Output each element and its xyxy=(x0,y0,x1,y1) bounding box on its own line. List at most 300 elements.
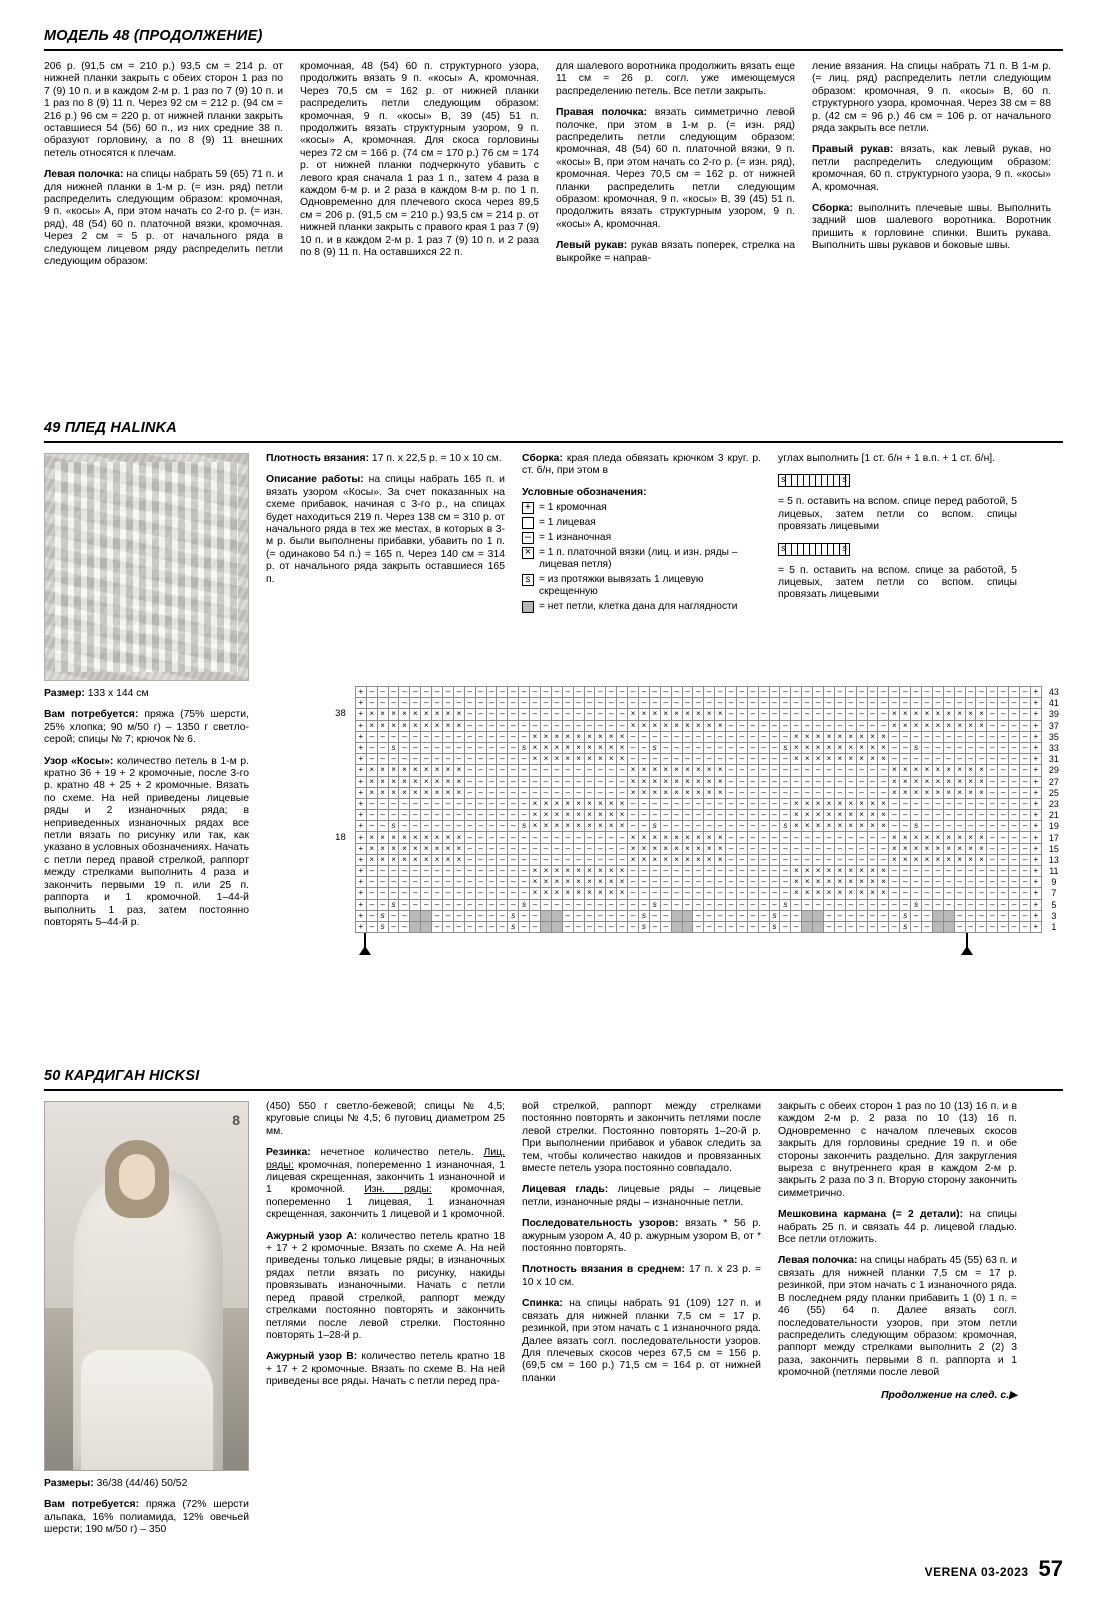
chart-cell: × xyxy=(638,832,649,843)
chart-cell: – xyxy=(824,899,835,910)
chart-cell: × xyxy=(922,843,933,854)
chart-row xyxy=(330,731,1063,742)
chart-cell: – xyxy=(682,698,693,709)
chart-cell: – xyxy=(878,709,889,720)
chart-cell: × xyxy=(617,877,628,888)
legend-symbol-make-one-icon xyxy=(522,574,534,586)
chart-cell: × xyxy=(595,798,606,809)
chart-cell: – xyxy=(1020,765,1031,776)
chart-cell: – xyxy=(791,698,802,709)
chart-cell: × xyxy=(562,888,573,899)
chart-cell: – xyxy=(399,754,410,765)
chart-cell: – xyxy=(475,776,486,787)
chart-cell: × xyxy=(889,832,900,843)
chart-cell: – xyxy=(922,687,933,698)
chart-cell: × xyxy=(606,798,617,809)
chart-cell: – xyxy=(834,709,845,720)
chart-cell: – xyxy=(388,698,399,709)
chart-cell: + xyxy=(355,854,366,865)
chart-cell: – xyxy=(671,754,682,765)
chart-cell: – xyxy=(769,709,780,720)
chart-cell: – xyxy=(421,742,432,753)
chart-cell: × xyxy=(551,754,562,765)
chart-cell: – xyxy=(606,832,617,843)
chart-cell: – xyxy=(715,731,726,742)
chart-cell: – xyxy=(965,899,976,910)
chart-cell: – xyxy=(606,720,617,731)
chart-cell: × xyxy=(867,888,878,899)
chart-cell: × xyxy=(791,798,802,809)
chart-cell: – xyxy=(464,698,475,709)
chart-cell: – xyxy=(671,742,682,753)
chart-cell: × xyxy=(366,776,377,787)
chart-cell: – xyxy=(1020,742,1031,753)
chart-cell: × xyxy=(813,810,824,821)
chart-cell: – xyxy=(736,854,747,865)
chart-cell: – xyxy=(595,843,606,854)
legend-symbol-garter-icon xyxy=(522,547,534,559)
chart-cell: – xyxy=(595,910,606,921)
chart-cell: × xyxy=(617,866,628,877)
chart-cell: – xyxy=(1009,709,1020,720)
chart-cell: × xyxy=(540,742,551,753)
chart-cell: – xyxy=(421,698,432,709)
chart-cell: + xyxy=(355,765,366,776)
chart-cell: × xyxy=(802,877,813,888)
chart-cell: – xyxy=(693,821,704,832)
chart-cell: + xyxy=(355,709,366,720)
chart-cell: – xyxy=(486,854,497,865)
chart-cell: – xyxy=(715,754,726,765)
chart-cell: – xyxy=(486,687,497,698)
chart-cell: – xyxy=(443,910,454,921)
chart-cell: – xyxy=(366,731,377,742)
chart-cell: × xyxy=(856,810,867,821)
chart-cell: – xyxy=(682,866,693,877)
chart-cell: – xyxy=(987,787,998,798)
chart-cell: × xyxy=(704,776,715,787)
chart-cell: × xyxy=(551,821,562,832)
chart-cell: × xyxy=(421,709,432,720)
chart-cell: – xyxy=(998,787,1009,798)
chart-cell: × xyxy=(878,821,889,832)
chart-cell: × xyxy=(399,832,410,843)
chart-cell: – xyxy=(867,698,878,709)
chart-cell: × xyxy=(595,742,606,753)
chart-cell: – xyxy=(791,910,802,921)
chart-cell: – xyxy=(736,798,747,809)
chart-cell: + xyxy=(355,742,366,753)
chart-cell: – xyxy=(758,787,769,798)
chart-cell: × xyxy=(976,787,987,798)
chart-cell: – xyxy=(900,899,911,910)
chart-cell: × xyxy=(595,810,606,821)
chart-cell: – xyxy=(791,854,802,865)
chart-cell: × xyxy=(453,765,464,776)
chart-cell: – xyxy=(497,866,508,877)
chart-cell xyxy=(551,910,562,921)
chart-cell: – xyxy=(954,687,965,698)
chart-cell: – xyxy=(530,720,541,731)
chart-cell: × xyxy=(573,731,584,742)
chart-cell: – xyxy=(780,866,791,877)
chart-cell: – xyxy=(900,731,911,742)
chart-cell: – xyxy=(562,709,573,720)
chart-cell: – xyxy=(726,832,737,843)
chart-cell: × xyxy=(410,709,421,720)
chart-cell: × xyxy=(922,765,933,776)
legend-text: = нет петли, клетка дана для наглядности xyxy=(539,600,738,612)
paragraph: для шалевого воротника продолжить вязать еще 11 см = 26 р. согл. уже имеющемуся распределению петель. Все петли закрыть. xyxy=(556,61,795,97)
chart-cell: – xyxy=(508,821,519,832)
chart-row-label-right: 39 xyxy=(1048,709,1059,720)
chart-cell: – xyxy=(856,709,867,720)
chart-cell: – xyxy=(519,843,530,854)
chart-cell: – xyxy=(377,731,388,742)
chart-cell: – xyxy=(432,687,443,698)
chart-cell: – xyxy=(813,709,824,720)
chart-cell: – xyxy=(704,742,715,753)
legend-item xyxy=(522,517,761,529)
chart-cell: × xyxy=(791,877,802,888)
chart-cell: – xyxy=(704,687,715,698)
chart-cell: – xyxy=(998,877,1009,888)
chart-cell: – xyxy=(943,899,954,910)
chart-cell: – xyxy=(911,921,922,932)
chart-cell: – xyxy=(747,910,758,921)
chart-cell: × xyxy=(802,798,813,809)
chart-cell: – xyxy=(410,810,421,821)
chart-cell: – xyxy=(475,843,486,854)
cardigan-sizes-value: 36/38 (44/46) 50/52 xyxy=(93,1478,188,1489)
chart-cell: – xyxy=(856,787,867,798)
chart-cell: – xyxy=(628,888,639,899)
page-number: 57 xyxy=(1038,1556,1063,1581)
chart-cell: – xyxy=(508,720,519,731)
chart-cell: × xyxy=(693,832,704,843)
chart-cell: × xyxy=(453,787,464,798)
chart-cell: – xyxy=(530,843,541,854)
chart-cell: – xyxy=(932,754,943,765)
chart-cell: – xyxy=(943,698,954,709)
chart-cell: – xyxy=(736,698,747,709)
chart-cell: × xyxy=(551,731,562,742)
chart-cell xyxy=(682,921,693,932)
chart-cell: – xyxy=(998,720,1009,731)
chart-cell: s xyxy=(900,910,911,921)
repeat-arrow-left-icon xyxy=(359,946,371,955)
chart-cell: × xyxy=(943,776,954,787)
chart-cell: – xyxy=(769,742,780,753)
chart-cell: – xyxy=(758,810,769,821)
chart-cell: × xyxy=(432,765,443,776)
chart-cell: – xyxy=(606,910,617,921)
chart-cell: – xyxy=(540,698,551,709)
chart-cell: – xyxy=(475,687,486,698)
chart-cell: – xyxy=(693,921,704,932)
chart-cell: × xyxy=(606,731,617,742)
chart-cell: – xyxy=(889,754,900,765)
chart-row-label-left xyxy=(330,787,355,798)
chart-cell: × xyxy=(410,787,421,798)
chart-cell: – xyxy=(388,810,399,821)
chart-cell: × xyxy=(813,877,824,888)
chart-cell: – xyxy=(584,687,595,698)
divider xyxy=(44,441,1063,443)
chart-cell: – xyxy=(889,877,900,888)
chart-cell: – xyxy=(530,687,541,698)
chart-cell: – xyxy=(399,731,410,742)
chart-row-label-right: 15 xyxy=(1048,843,1059,854)
chart-cell: – xyxy=(660,810,671,821)
chart-cell: × xyxy=(704,765,715,776)
legend-text: = 1 кромочная xyxy=(539,501,607,513)
chart-cell: – xyxy=(475,709,486,720)
chart-cell: × xyxy=(584,877,595,888)
chart-cell: – xyxy=(704,754,715,765)
chart-row xyxy=(330,877,1063,888)
chart-cell: + xyxy=(1030,866,1041,877)
chart-row-label-left xyxy=(330,810,355,821)
chart-cell: × xyxy=(900,720,911,731)
paragraph: закрыть с обеих сторон 1 раз по 10 (13) 16 п. и в каждом 2-м р. 2 раза по 10 (13) 16 п. Одновременно с началом плечевых скосов закрыть для горловины средние 19 п. и обе стороны закончить раздельно. Для закругления выреза с внутреннего края в каждом 2-м р. закрыть 2 раза по 3 п. Вторую сторону закончить симметрично. xyxy=(778,1101,1017,1199)
chart-cell: – xyxy=(758,899,769,910)
chart-row-label-right: 41 xyxy=(1048,698,1059,709)
chart-cell: – xyxy=(758,754,769,765)
chart-cell: × xyxy=(932,832,943,843)
chart-cell: – xyxy=(932,899,943,910)
chart-cell: × xyxy=(628,765,639,776)
chart-cell: – xyxy=(464,720,475,731)
chart-cell: × xyxy=(834,754,845,765)
chart-cell: – xyxy=(965,698,976,709)
chart-cell xyxy=(551,921,562,932)
chart-cell: + xyxy=(1030,698,1041,709)
chart-cell: × xyxy=(366,854,377,865)
chart-cell: – xyxy=(551,765,562,776)
chart-cell: – xyxy=(671,888,682,899)
chart-cell: – xyxy=(475,854,486,865)
chart-cell: – xyxy=(497,798,508,809)
chart-cell: – xyxy=(998,821,1009,832)
chart-cell: – xyxy=(932,888,943,899)
chart-cell: × xyxy=(617,731,628,742)
chart-cell: × xyxy=(834,866,845,877)
chart-cell: × xyxy=(845,866,856,877)
chart-cell: – xyxy=(638,731,649,742)
chart-cell: – xyxy=(758,888,769,899)
chart-cell: – xyxy=(845,787,856,798)
chart-cell: – xyxy=(878,787,889,798)
chart-cell: – xyxy=(726,720,737,731)
chart-cell: – xyxy=(922,921,933,932)
chart-cell: – xyxy=(780,731,791,742)
chart-cell: – xyxy=(736,877,747,888)
chart-cell: – xyxy=(1020,754,1031,765)
chart-cell: – xyxy=(726,787,737,798)
chart-cell: – xyxy=(900,866,911,877)
paragraph: Ажурный узор А: количество петель кратно 18 + 17 + 2 кромочные. Вязать по схеме А. На ней приведены только лицевые ряды; в изнаночных рядах петли вязать по рисунку, накиды провязывать изнаночными. Начать с петли перед правой стрелкой, раппорт между стрелками постоянно повторять и закончить петлями после левой стрелки. Постоянно повторять 1–28-й р. xyxy=(266,1230,505,1341)
chart-cell: – xyxy=(998,731,1009,742)
chart-cell: × xyxy=(900,776,911,787)
chart-cell: – xyxy=(617,687,628,698)
chart-cell: – xyxy=(486,787,497,798)
chart-cell: – xyxy=(769,832,780,843)
chart-row-label-left xyxy=(330,821,355,832)
chart-cell: s xyxy=(649,821,660,832)
chart-cell xyxy=(813,921,824,932)
chart-cell: – xyxy=(606,787,617,798)
chart-cell: – xyxy=(671,877,682,888)
chart-cell: – xyxy=(704,731,715,742)
chart-cell: – xyxy=(987,720,998,731)
chart-cell: – xyxy=(421,687,432,698)
chart-cell: – xyxy=(508,709,519,720)
chart-cell: – xyxy=(628,866,639,877)
chart-row-label-left xyxy=(330,854,355,865)
chart-cell: – xyxy=(856,776,867,787)
chart-cell: – xyxy=(726,765,737,776)
chart-cell: + xyxy=(355,798,366,809)
chart-cell: – xyxy=(954,698,965,709)
chart-cell: – xyxy=(453,821,464,832)
chart-cell: – xyxy=(453,899,464,910)
chart-cell: × xyxy=(410,720,421,731)
chart-cell: × xyxy=(388,843,399,854)
chart-cell: × xyxy=(954,787,965,798)
chart-cell: – xyxy=(682,821,693,832)
chart-cell xyxy=(540,910,551,921)
chart-cell: × xyxy=(595,877,606,888)
chart-cell: × xyxy=(824,888,835,899)
chart-cell: – xyxy=(421,754,432,765)
chart-cell: × xyxy=(802,731,813,742)
chart-cell: – xyxy=(671,698,682,709)
chart-row-label-right: 35 xyxy=(1048,731,1059,742)
chart-cell: – xyxy=(519,687,530,698)
chart-cell: × xyxy=(791,742,802,753)
chart-cell: – xyxy=(813,776,824,787)
chart-cell: – xyxy=(693,742,704,753)
chart-cell: × xyxy=(432,720,443,731)
chart-cell: × xyxy=(954,765,965,776)
chart-cell: × xyxy=(573,821,584,832)
chart-cell: × xyxy=(671,787,682,798)
chart-cell: × xyxy=(856,798,867,809)
chart-cell: – xyxy=(802,854,813,865)
chart-cell: × xyxy=(660,832,671,843)
chart-cell: – xyxy=(758,687,769,698)
chart-cell: – xyxy=(922,866,933,877)
chart-cell: × xyxy=(617,754,628,765)
chart-row-label-right: 9 xyxy=(1051,877,1057,888)
chart-cell: – xyxy=(366,821,377,832)
chart-cell: × xyxy=(562,742,573,753)
chart-cell: × xyxy=(421,720,432,731)
chart-cell: – xyxy=(551,776,562,787)
chart-cell: × xyxy=(900,843,911,854)
chart-cell: – xyxy=(519,877,530,888)
chart-cell: – xyxy=(824,709,835,720)
chart-row xyxy=(330,709,1063,720)
chart-cell: – xyxy=(464,798,475,809)
chart-cell: – xyxy=(1009,877,1020,888)
chart-cell: – xyxy=(366,888,377,899)
chart-cell: – xyxy=(388,866,399,877)
chart-cell: – xyxy=(540,854,551,865)
chart-cell: – xyxy=(486,910,497,921)
chart-cell: – xyxy=(530,787,541,798)
page-footer xyxy=(925,1556,1063,1582)
chart-cell: × xyxy=(802,742,813,753)
chart-cell: – xyxy=(464,765,475,776)
chart-row xyxy=(330,787,1063,798)
chart-cell: – xyxy=(715,821,726,832)
chart-cell: – xyxy=(497,776,508,787)
chart-cell: – xyxy=(693,866,704,877)
chart-cell: – xyxy=(377,754,388,765)
chart-cell: × xyxy=(606,821,617,832)
chart-cell: – xyxy=(497,709,508,720)
chart-cell: – xyxy=(443,888,454,899)
cable-note-2 xyxy=(778,543,1017,602)
chart-cell: × xyxy=(399,787,410,798)
chart-cell: – xyxy=(802,720,813,731)
chart-cell: × xyxy=(573,742,584,753)
chart-cell xyxy=(671,910,682,921)
chart-cell: + xyxy=(1030,731,1041,742)
chart-cell: × xyxy=(573,888,584,899)
chart-row-label-right: 11 xyxy=(1049,866,1059,877)
chart-cell: – xyxy=(432,910,443,921)
chart-cell: – xyxy=(649,698,660,709)
chart-cell: × xyxy=(824,810,835,821)
chart-cell: – xyxy=(987,888,998,899)
chart-cell: × xyxy=(606,754,617,765)
chart-cell: – xyxy=(911,810,922,821)
chart-cell: + xyxy=(1030,877,1041,888)
chart-cell: – xyxy=(497,765,508,776)
chart-cell: – xyxy=(649,921,660,932)
chart-cell: × xyxy=(377,765,388,776)
chart-cell: – xyxy=(747,854,758,865)
chart-cell: × xyxy=(388,832,399,843)
chart-cell: – xyxy=(595,854,606,865)
chart-cell: × xyxy=(976,854,987,865)
chart-cell: × xyxy=(399,765,410,776)
chart-cell: – xyxy=(878,687,889,698)
chart-cell: – xyxy=(965,742,976,753)
chart-cell: × xyxy=(660,720,671,731)
chart-row-label-right: 17 xyxy=(1048,832,1059,843)
chart-cell: – xyxy=(747,742,758,753)
chart-row xyxy=(330,888,1063,899)
chart-cell: – xyxy=(769,754,780,765)
chart-cell: – xyxy=(954,731,965,742)
chart-cell: – xyxy=(878,843,889,854)
chart-cell: – xyxy=(464,754,475,765)
chart-cell: × xyxy=(932,787,943,798)
chart-cell: – xyxy=(410,866,421,877)
chart-cell: – xyxy=(965,810,976,821)
chart-cell: s xyxy=(780,821,791,832)
chart-cell: – xyxy=(780,798,791,809)
chart-cell: × xyxy=(802,888,813,899)
chart-cell: – xyxy=(660,899,671,910)
legend-title: Условные обозначения: xyxy=(522,486,647,498)
chart-cell: × xyxy=(628,854,639,865)
chart-cell: × xyxy=(377,720,388,731)
